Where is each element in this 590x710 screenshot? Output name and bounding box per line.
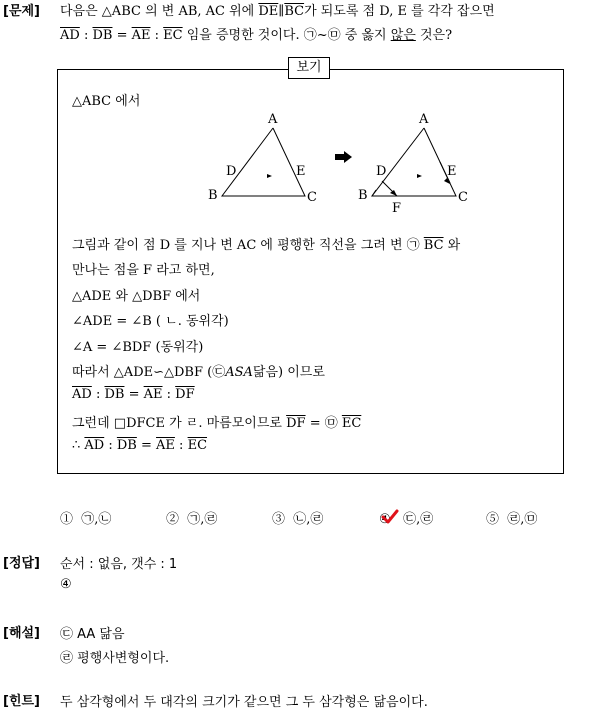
segment: $\overline{AE}$ (143, 387, 163, 402)
asa-text: ASA (225, 365, 253, 380)
explanation-line-2: ㉣ 평행사변형이다. (60, 651, 170, 666)
segment: $\overline{DF}$ (286, 416, 306, 431)
segment: $\overline{EC}$ (187, 438, 208, 453)
segment: $\overline{AE}$ (156, 438, 175, 453)
label-B: B (208, 188, 218, 203)
problem-text: 것은? (415, 28, 453, 43)
problem-text: 가 되도록 점 D, E 를 각각 잡으면 (304, 4, 495, 19)
right-triangle (372, 128, 456, 196)
choice-text: ㉠,㉣ (187, 512, 218, 527)
answer-line-2: ④ (60, 577, 72, 592)
checkmark-icon (381, 509, 399, 525)
label-C: C (307, 190, 317, 205)
choice-text: ㉠,㉡ (81, 512, 112, 527)
right-arrow-icon (335, 151, 352, 163)
proof-line-2: 만나는 점을 F 라고 하면, (72, 263, 215, 278)
explanation-line-1: ㉢ AA 닮음 (60, 627, 125, 642)
proof-text: 와 (443, 238, 461, 253)
equals: = (136, 438, 157, 453)
hint-tag: [힌트] (3, 694, 40, 709)
choice-number-wrap (379, 512, 395, 527)
ratio-sep: : (79, 28, 93, 43)
label-C: C (458, 190, 468, 205)
proof-line-1 (72, 234, 460, 253)
segment: $\overline{AD}$ (84, 438, 105, 453)
hint-line-1: 두 삼각형에서 두 대각의 크기가 같으면 그 두 삼각형은 닮음이다. (60, 695, 428, 710)
proof-line-7 (72, 387, 195, 402)
segment: $\overline{DE}$ (258, 4, 279, 19)
left-triangle (222, 128, 305, 196)
segment: $\overline{AD}$ (72, 387, 92, 402)
ratio-sep: : (162, 387, 176, 402)
segment: $\overline{DB}$ (116, 438, 137, 453)
segment: $\overline{DB}$ (104, 387, 125, 402)
label-D: D (226, 164, 237, 179)
label-E: E (447, 164, 457, 179)
segment: $\overline{AD}$ (60, 28, 80, 43)
choice-number: ③ (272, 512, 286, 527)
proof-line-4: ∠ADE = ∠B ( ㄴ. 동위각) (72, 314, 229, 329)
proof-text: = ㉤ (305, 416, 342, 431)
proof-text: 그림과 같이 점 D 를 지나 변 AC 에 평행한 직선을 그려 변 ㉠ (72, 238, 424, 253)
choice-number: ② (166, 512, 180, 527)
equals: = (112, 28, 132, 43)
choice-1[interactable] (60, 508, 111, 527)
bogi-label: 보기 (288, 57, 330, 79)
choice-text: ㉢,㉣ (403, 512, 434, 527)
segment: $\overline{BC}$ (423, 238, 444, 253)
segment: $\overline{DF}$ (175, 387, 195, 402)
ratio-sep: : (174, 438, 188, 453)
choice-3[interactable] (272, 508, 323, 527)
choice-text: ㉣,㉤ (507, 512, 538, 527)
problem-line-1 (60, 0, 495, 19)
answer-tag: [정답] (3, 556, 40, 571)
proof-line-3: △ADE 와 △DBF 에서 (72, 289, 201, 304)
choice-5[interactable] (486, 508, 537, 527)
proof-line-8 (72, 412, 361, 431)
explanation-tag: [해설] (3, 626, 40, 641)
segment: $\overline{DB}$ (92, 28, 113, 43)
segment: $\overline{EC}$ (341, 416, 362, 431)
label-E: E (296, 164, 306, 179)
ratio-sep: : (91, 387, 105, 402)
segment: $\overline{AE}$ (131, 28, 151, 43)
label-A: A (268, 112, 278, 127)
therefore-symbol: ∴ (72, 438, 85, 453)
choice-number: ① (60, 512, 74, 527)
ratio-sep: : (104, 438, 117, 453)
underlined-word: 않은 (390, 28, 416, 43)
proof-line-5: ∠A = ∠BDF (동위각) (72, 340, 204, 355)
proof-text: 닮음) 이므로 (252, 365, 325, 380)
parallel-symbol: ∥ (278, 4, 285, 19)
problem-text: 임을 증명한 것이다. ㉠~㉤ 중 옳지 (182, 28, 391, 43)
problem-text: 다음은 △ABC 의 변 AB, AC 위에 (60, 4, 259, 19)
proof-text: 그런데 □DFCE 가 ㄹ. 마름모이므로 (72, 416, 287, 431)
proof-line-9 (72, 438, 207, 453)
segment: $\overline{EC}$ (163, 28, 183, 43)
answer-line-1: 순서 : 없음, 갯수 : 1 (60, 557, 178, 572)
label-B: B (358, 188, 368, 203)
choice-text: ㉡,㉣ (293, 512, 324, 527)
ratio-sep: : (150, 28, 164, 43)
label-F: F (392, 201, 402, 216)
problem-tag: [문제] (3, 4, 40, 19)
label-D: D (376, 164, 387, 179)
segment: $\overline{BC}$ (284, 4, 305, 19)
choice-number: ④ (379, 512, 391, 527)
label-A: A (419, 112, 429, 127)
problem-line-2 (60, 24, 452, 43)
equals: = (124, 387, 144, 402)
bogi-intro: △ABC 에서 (72, 94, 141, 109)
choice-number: ⑤ (486, 512, 500, 527)
choice-2[interactable] (166, 508, 217, 527)
proof-line-6 (72, 361, 325, 380)
triangle-figure (200, 108, 480, 218)
choice-4[interactable] (379, 508, 433, 527)
proof-text: 따라서 △ADE∽△DBF (㉢ (72, 365, 226, 380)
